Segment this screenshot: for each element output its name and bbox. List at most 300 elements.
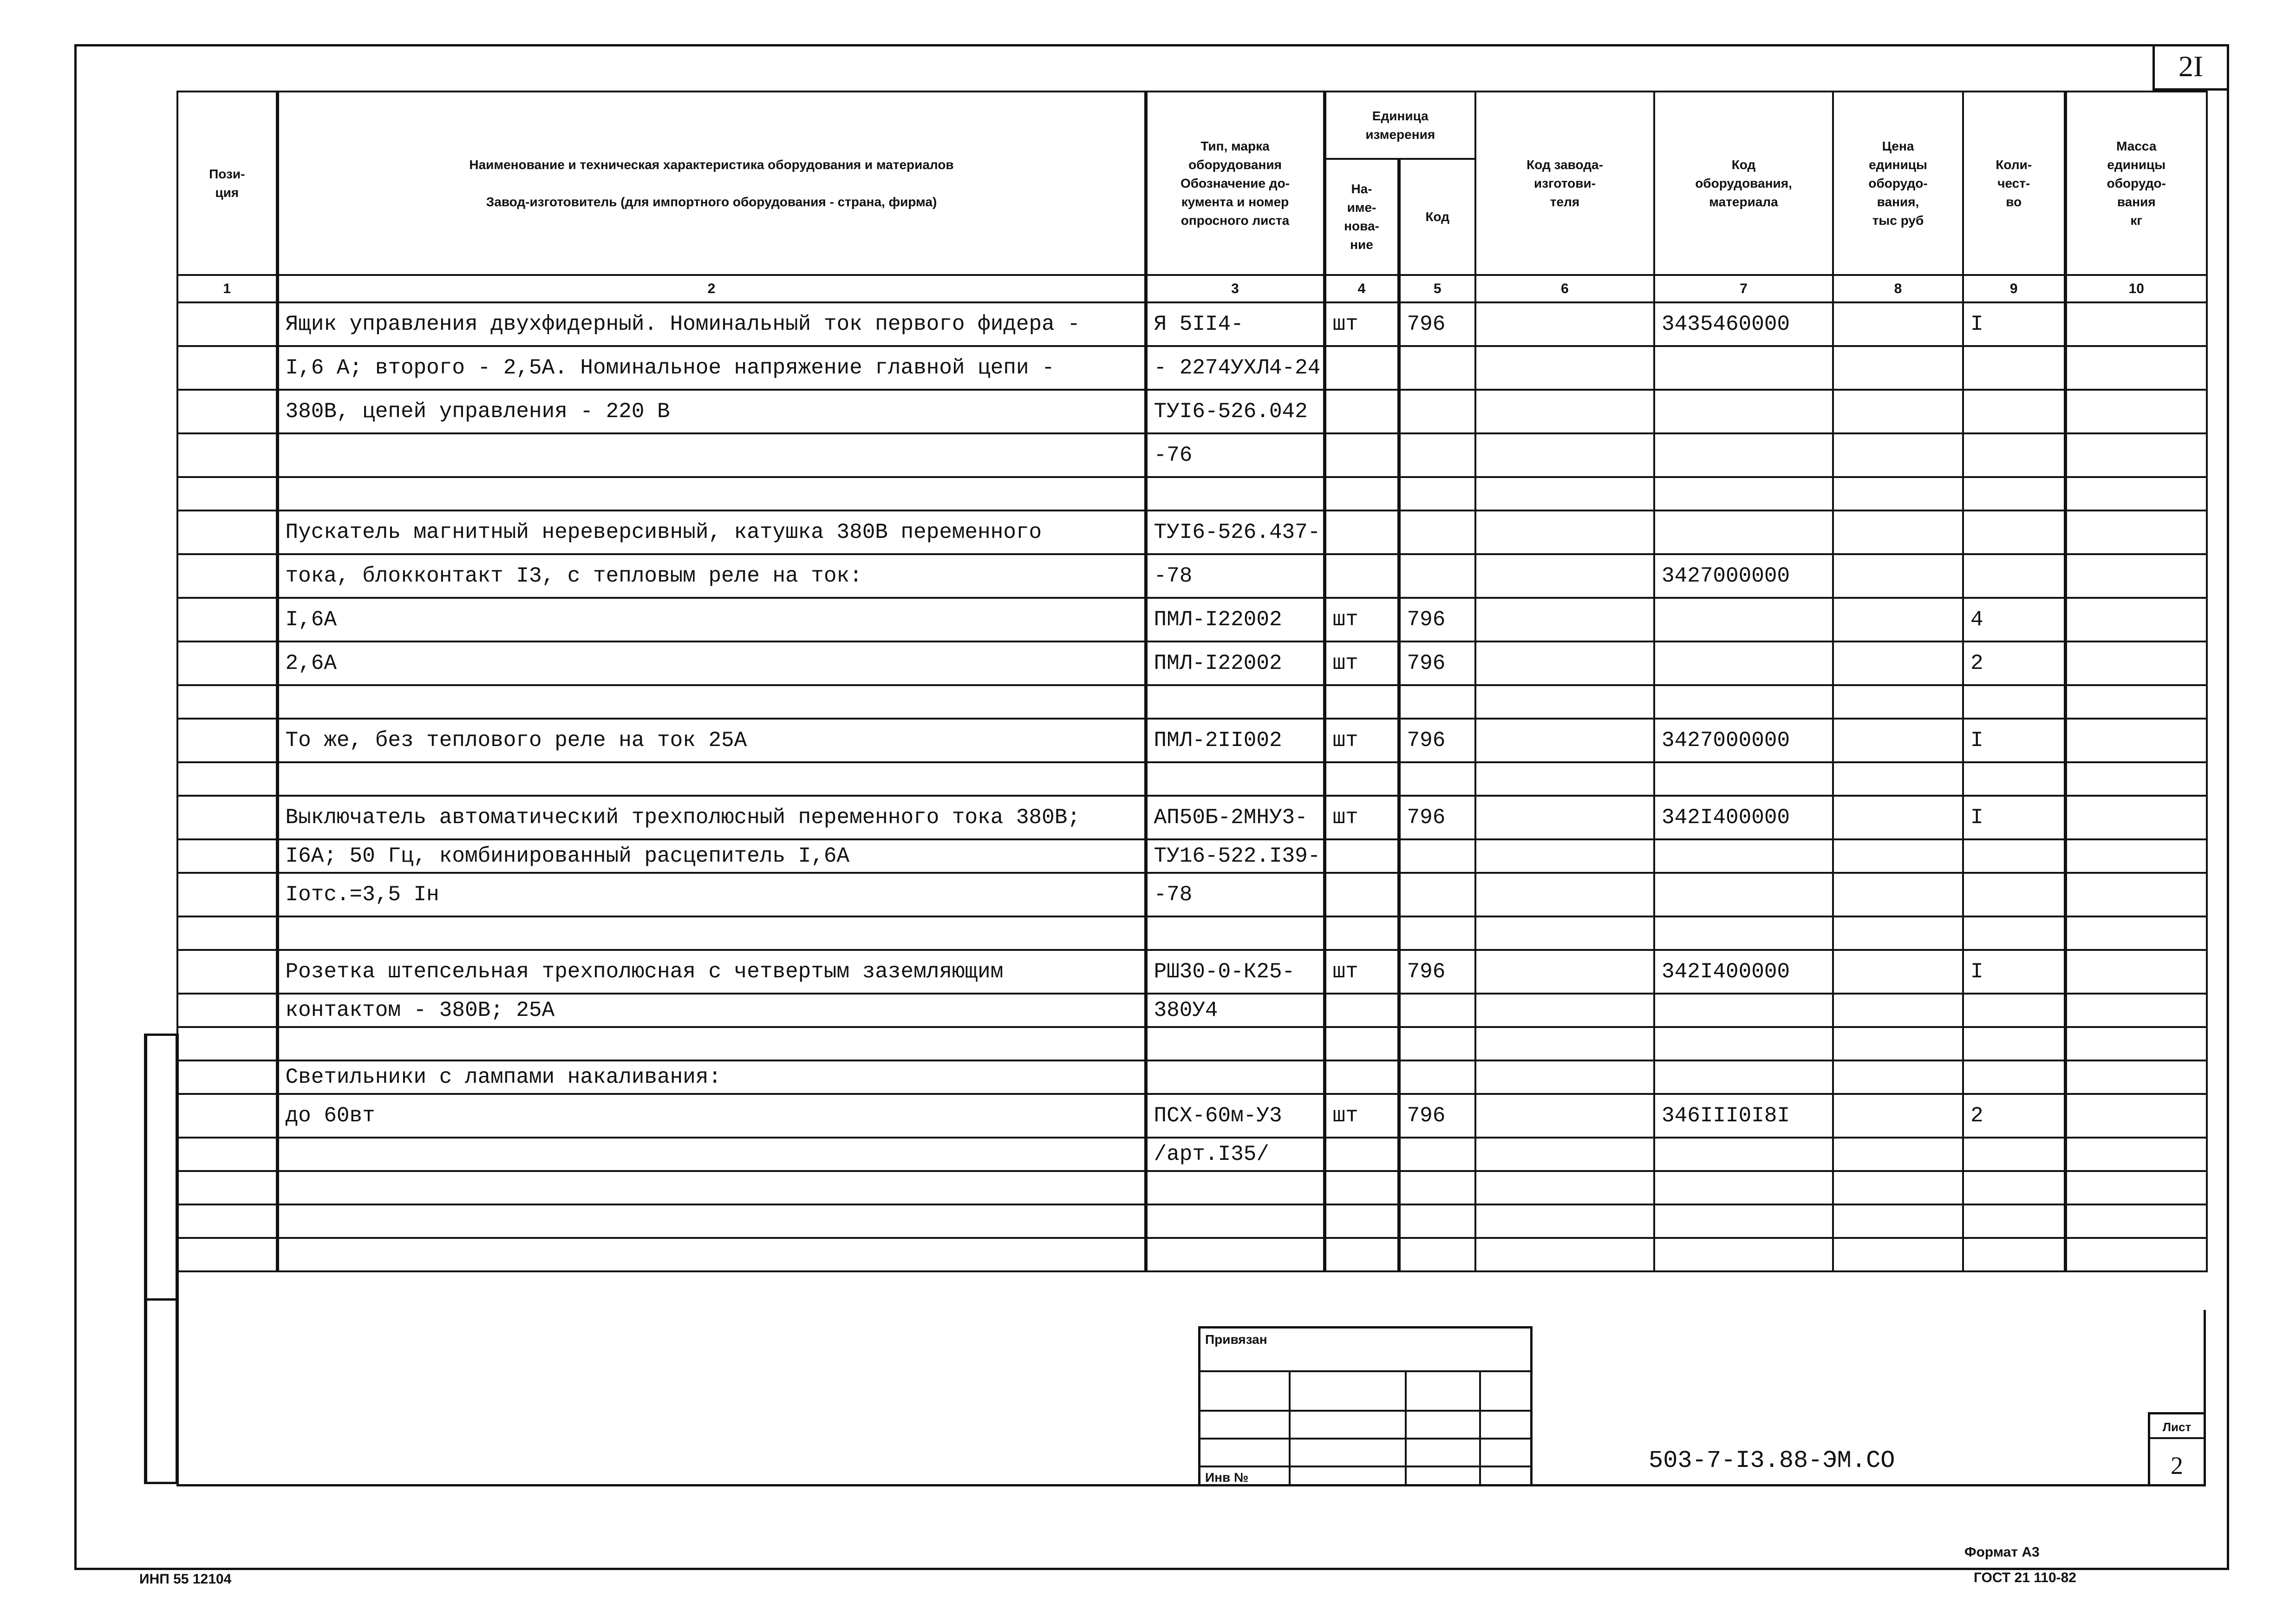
cell-code: 796 — [1399, 598, 1475, 641]
cell-price — [1833, 994, 1963, 1027]
cell-pos — [177, 1171, 277, 1204]
cell-name: контактом - 380В; 25А — [277, 994, 1146, 1027]
cell-unit — [1324, 1204, 1399, 1238]
inventory-label: ИНП 55 12104 — [139, 1571, 232, 1587]
cell-price — [1833, 433, 1963, 477]
title-block-area — [176, 1310, 2206, 1486]
cell-name — [277, 1204, 1146, 1238]
cell-code: 796 — [1399, 641, 1475, 685]
cell-qty — [1963, 477, 2065, 510]
cell-qty — [1963, 433, 2065, 477]
cell-name — [277, 685, 1146, 719]
cell-pos — [177, 346, 277, 390]
cell-name — [277, 1171, 1146, 1204]
cell-unit — [1324, 685, 1399, 719]
cell-name: 380В, цепей управления - 220 В — [277, 390, 1146, 433]
cell-qty: I — [1963, 950, 2065, 994]
cell-pos — [177, 839, 277, 873]
table-row — [177, 433, 2207, 477]
cell-mass — [2065, 1027, 2207, 1060]
cell-price — [1833, 1138, 1963, 1171]
cell-name — [277, 477, 1146, 510]
cell-type — [1146, 762, 1324, 796]
header-unit-code: Код — [1399, 159, 1475, 275]
cell-mass — [2065, 685, 2207, 719]
cell-unit — [1324, 554, 1399, 598]
cell-type: ТУ16-522.I39- — [1146, 839, 1324, 873]
cell-name: То же, без теплового реле на ток 25А — [277, 719, 1146, 762]
cell-qty: 2 — [1963, 641, 2065, 685]
cell-pos — [177, 916, 277, 950]
cell-pos — [177, 1094, 277, 1138]
cell-eqcode — [1654, 1204, 1833, 1238]
cell-type: ПМЛ-2II002 — [1146, 719, 1324, 762]
cell-price — [1833, 477, 1963, 510]
cell-eqcode — [1654, 1238, 1833, 1271]
cell-code — [1399, 510, 1475, 554]
cell-mass — [2065, 510, 2207, 554]
cell-mfr — [1475, 1138, 1654, 1171]
cell-qty — [1963, 685, 2065, 719]
cell-type: -76 — [1146, 433, 1324, 477]
cell-eqcode — [1654, 510, 1833, 554]
cell-name — [277, 916, 1146, 950]
cell-code: 796 — [1399, 302, 1475, 346]
cell-pos — [177, 1027, 277, 1060]
cell-code — [1399, 762, 1475, 796]
table-row — [177, 1171, 2207, 1204]
cell-pos — [177, 685, 277, 719]
cell-name: Пускатель магнитный нереверсивный, катушка 380В переменного — [277, 510, 1146, 554]
cell-mass — [2065, 477, 2207, 510]
cell-code — [1399, 1138, 1475, 1171]
table-row — [177, 302, 2207, 346]
cell-eqcode — [1654, 1027, 1833, 1060]
table-row — [177, 1027, 2207, 1060]
cell-type — [1146, 1027, 1324, 1060]
cell-eqcode — [1654, 762, 1833, 796]
cell-unit — [1324, 1171, 1399, 1204]
cell-mfr — [1475, 346, 1654, 390]
header-equipment-code: Код оборудования, материала — [1654, 92, 1833, 275]
cell-mfr — [1475, 641, 1654, 685]
cell-eqcode — [1654, 1171, 1833, 1204]
cell-unit — [1324, 510, 1399, 554]
cell-price — [1833, 598, 1963, 641]
cell-pos — [177, 554, 277, 598]
table-row — [177, 346, 2207, 390]
col-number: 6 — [1475, 275, 1654, 302]
cell-code — [1399, 839, 1475, 873]
cell-price — [1833, 873, 1963, 916]
header-type: Тип, марка оборудования Обозначение до- кумента и номер опросного листа — [1146, 92, 1324, 275]
cell-mass — [2065, 1060, 2207, 1094]
header-mass: Масса единицы оборудо- вания кг — [2065, 92, 2207, 275]
cell-mass — [2065, 839, 2207, 873]
specification-table — [176, 91, 2206, 1272]
cell-code — [1399, 477, 1475, 510]
cell-eqcode — [1654, 1138, 1833, 1171]
header-quantity: Коли- чест- во — [1963, 92, 2065, 275]
cell-type: Я 5II4- — [1146, 302, 1324, 346]
bound-label: Привязан — [1205, 1332, 1267, 1347]
sheet-box — [2148, 1412, 2206, 1486]
col-number: 7 — [1654, 275, 1833, 302]
cell-mfr — [1475, 598, 1654, 641]
cell-qty — [1963, 1238, 2065, 1271]
cell-type: ПСХ-60м-У3 — [1146, 1094, 1324, 1138]
cell-mfr — [1475, 390, 1654, 433]
cell-qty — [1963, 1027, 2065, 1060]
cell-eqcode — [1654, 346, 1833, 390]
cell-mass — [2065, 873, 2207, 916]
cell-pos — [177, 762, 277, 796]
cell-mass — [2065, 1238, 2207, 1271]
cell-pos — [177, 950, 277, 994]
cell-type: -78 — [1146, 873, 1324, 916]
cell-price — [1833, 554, 1963, 598]
cell-mfr — [1475, 1171, 1654, 1204]
cell-price — [1833, 1238, 1963, 1271]
table-row — [177, 554, 2207, 598]
format-label: Формат А3 — [1964, 1545, 2040, 1560]
cell-qty — [1963, 762, 2065, 796]
cell-unit — [1324, 1138, 1399, 1171]
cell-code: 796 — [1399, 796, 1475, 839]
cell-mass — [2065, 598, 2207, 641]
col-number: 2 — [277, 275, 1146, 302]
cell-mass — [2065, 641, 2207, 685]
cell-pos — [177, 510, 277, 554]
cell-price — [1833, 950, 1963, 994]
header-price: Цена единицы оборудо- вания, тыс руб — [1833, 92, 1963, 275]
cell-price — [1833, 302, 1963, 346]
col-number: 9 — [1963, 275, 2065, 302]
cell-name: до 60вт — [277, 1094, 1146, 1138]
cell-pos — [177, 390, 277, 433]
cell-code — [1399, 1204, 1475, 1238]
cell-type — [1146, 1238, 1324, 1271]
cell-code: 796 — [1399, 950, 1475, 994]
cell-code: 796 — [1399, 719, 1475, 762]
cell-pos — [177, 641, 277, 685]
cell-mass — [2065, 796, 2207, 839]
cell-unit — [1324, 390, 1399, 433]
cell-mfr — [1475, 762, 1654, 796]
col-number: 3 — [1146, 275, 1324, 302]
cell-name — [277, 1238, 1146, 1271]
cell-mass — [2065, 554, 2207, 598]
cell-type: ТУI6-526.437- — [1146, 510, 1324, 554]
cell-pos — [177, 1238, 277, 1271]
cell-type — [1146, 916, 1324, 950]
cell-name — [277, 762, 1146, 796]
cell-mfr — [1475, 1238, 1654, 1271]
cell-mfr — [1475, 510, 1654, 554]
cell-name — [277, 1027, 1146, 1060]
cell-mass — [2065, 346, 2207, 390]
sheet-label: Лист — [2150, 1417, 2204, 1439]
cell-mass — [2065, 433, 2207, 477]
cell-qty — [1963, 994, 2065, 1027]
cell-unit — [1324, 916, 1399, 950]
cell-type: ПМЛ-I22002 — [1146, 598, 1324, 641]
cell-type — [1146, 1171, 1324, 1204]
table-row — [177, 873, 2207, 916]
cell-mass — [2065, 1204, 2207, 1238]
cell-unit: шт — [1324, 1094, 1399, 1138]
cell-type: ПМЛ-I22002 — [1146, 641, 1324, 685]
cell-unit: шт — [1324, 641, 1399, 685]
table-row — [177, 1238, 2207, 1271]
cell-type — [1146, 477, 1324, 510]
cell-code — [1399, 1060, 1475, 1094]
left-margin-rail — [144, 1034, 179, 1484]
cell-unit: шт — [1324, 302, 1399, 346]
cell-unit — [1324, 839, 1399, 873]
col-number: 5 — [1399, 275, 1475, 302]
cell-price — [1833, 916, 1963, 950]
table-row — [177, 477, 2207, 510]
cell-qty — [1963, 916, 2065, 950]
table-row — [177, 796, 2207, 839]
col-number: 1 — [177, 275, 277, 302]
cell-name — [277, 1138, 1146, 1171]
header-position: Пози- ция — [177, 92, 277, 275]
cell-name: Ящик управления двухфидерный. Номинальный ток первого фидера - — [277, 302, 1146, 346]
cell-price — [1833, 719, 1963, 762]
cell-unit — [1324, 346, 1399, 390]
cell-unit: шт — [1324, 796, 1399, 839]
cell-qty — [1963, 1204, 2065, 1238]
cell-unit — [1324, 762, 1399, 796]
table-row — [177, 510, 2207, 554]
table-row — [177, 719, 2207, 762]
binding-stamp — [1198, 1326, 1533, 1486]
cell-type: -78 — [1146, 554, 1324, 598]
cell-eqcode — [1654, 994, 1833, 1027]
col-number: 10 — [2065, 275, 2207, 302]
cell-mass — [2065, 719, 2207, 762]
cell-code — [1399, 873, 1475, 916]
cell-qty — [1963, 873, 2065, 916]
table-row — [177, 950, 2207, 994]
table-row — [177, 390, 2207, 433]
cell-pos — [177, 994, 277, 1027]
cell-price — [1833, 796, 1963, 839]
cell-eqcode: 342I400000 — [1654, 950, 1833, 994]
cell-eqcode: 3427000000 — [1654, 554, 1833, 598]
cell-mass — [2065, 390, 2207, 433]
cell-pos — [177, 1204, 277, 1238]
cell-unit — [1324, 433, 1399, 477]
cell-code — [1399, 685, 1475, 719]
cell-qty — [1963, 510, 2065, 554]
cell-code — [1399, 390, 1475, 433]
cell-mass — [2065, 1094, 2207, 1138]
table-row — [177, 994, 2207, 1027]
cell-pos — [177, 873, 277, 916]
cell-name: Выключатель автоматический трехполюсный переменного тока 380В; — [277, 796, 1146, 839]
cell-name: Розетка штепсельная трехполюсная с четвертым заземляющим — [277, 950, 1146, 994]
cell-unit: шт — [1324, 950, 1399, 994]
cell-code — [1399, 1171, 1475, 1204]
cell-price — [1833, 641, 1963, 685]
cell-mfr — [1475, 1027, 1654, 1060]
table-body — [177, 302, 2207, 1271]
cell-qty — [1963, 1171, 2065, 1204]
cell-eqcode — [1654, 916, 1833, 950]
cell-pos — [177, 477, 277, 510]
cell-price — [1833, 1060, 1963, 1094]
header-name: Наименование и техническая характеристика оборудования и материалов Завод-изготовитель (для импортного оборудования - страна, фирма) — [277, 92, 1146, 275]
column-numbers-row — [177, 275, 2207, 302]
cell-mfr — [1475, 433, 1654, 477]
inventory-number-label: Инв № — [1205, 1470, 1249, 1485]
cell-eqcode — [1654, 598, 1833, 641]
cell-eqcode — [1654, 433, 1833, 477]
table-row — [177, 1138, 2207, 1171]
cell-price — [1833, 839, 1963, 873]
cell-name: I,6 А; второго - 2,5А. Номинальное напряжение главной цепи - — [277, 346, 1146, 390]
cell-qty: 4 — [1963, 598, 2065, 641]
cell-price — [1833, 762, 1963, 796]
cell-mfr — [1475, 1094, 1654, 1138]
cell-price — [1833, 1171, 1963, 1204]
sheet-value: 2 — [2171, 1452, 2183, 1479]
cell-code — [1399, 916, 1475, 950]
cell-type — [1146, 685, 1324, 719]
cell-eqcode: 346III0I8I — [1654, 1094, 1833, 1138]
gost-label: ГОСТ 21 110-82 — [1974, 1570, 2076, 1585]
cell-mass — [2065, 1138, 2207, 1171]
table-row — [177, 598, 2207, 641]
cell-eqcode: 3427000000 — [1654, 719, 1833, 762]
table-row — [177, 916, 2207, 950]
cell-name: I6А; 50 Гц, комбинированный расцепитель I,6А — [277, 839, 1146, 873]
cell-mfr — [1475, 1060, 1654, 1094]
cell-mfr — [1475, 719, 1654, 762]
cell-price — [1833, 685, 1963, 719]
cell-eqcode — [1654, 873, 1833, 916]
cell-pos — [177, 719, 277, 762]
cell-mass — [2065, 994, 2207, 1027]
table-row — [177, 762, 2207, 796]
cell-unit — [1324, 1238, 1399, 1271]
cell-qty — [1963, 390, 2065, 433]
cell-eqcode: 342I400000 — [1654, 796, 1833, 839]
cell-code — [1399, 1027, 1475, 1060]
cell-pos — [177, 302, 277, 346]
table-row — [177, 1094, 2207, 1138]
cell-qty: 2 — [1963, 1094, 2065, 1138]
cell-code: 796 — [1399, 1094, 1475, 1138]
col-number: 8 — [1833, 275, 1963, 302]
cell-pos — [177, 433, 277, 477]
table-row — [177, 1204, 2207, 1238]
cell-mfr — [1475, 477, 1654, 510]
cell-name: I,6А — [277, 598, 1146, 641]
cell-qty: I — [1963, 302, 2065, 346]
cell-pos — [177, 1060, 277, 1094]
cell-mfr — [1475, 796, 1654, 839]
cell-pos — [177, 796, 277, 839]
cell-type: ТУI6-526.042 — [1146, 390, 1324, 433]
cell-eqcode — [1654, 641, 1833, 685]
cell-price — [1833, 1204, 1963, 1238]
cell-mfr — [1475, 916, 1654, 950]
cell-qty — [1963, 1060, 2065, 1094]
cell-unit — [1324, 1060, 1399, 1094]
cell-mfr — [1475, 685, 1654, 719]
cell-eqcode — [1654, 685, 1833, 719]
cell-mass — [2065, 950, 2207, 994]
cell-name: Светильники с лампами накаливания: — [277, 1060, 1146, 1094]
cell-price — [1833, 510, 1963, 554]
cell-mfr — [1475, 994, 1654, 1027]
cell-unit: шт — [1324, 719, 1399, 762]
cell-qty: I — [1963, 719, 2065, 762]
table-row — [177, 1060, 2207, 1094]
header-unit-name: На- име- нова- ние — [1324, 159, 1399, 275]
table-row — [177, 641, 2207, 685]
cell-type: 380У4 — [1146, 994, 1324, 1027]
cell-price — [1833, 346, 1963, 390]
table-row — [177, 685, 2207, 719]
cell-code — [1399, 1238, 1475, 1271]
cell-name — [277, 433, 1146, 477]
cell-unit — [1324, 477, 1399, 510]
cell-mfr — [1475, 554, 1654, 598]
cell-type: РШ30-0-К25- — [1146, 950, 1324, 994]
cell-pos — [177, 1138, 277, 1171]
cell-mass — [2065, 302, 2207, 346]
cell-price — [1833, 390, 1963, 433]
cell-unit: шт — [1324, 598, 1399, 641]
cell-name: 2,6А — [277, 641, 1146, 685]
header-unit: Единица измерения — [1324, 92, 1475, 159]
cell-code — [1399, 433, 1475, 477]
cell-qty — [1963, 839, 2065, 873]
cell-type: АП50Б-2МНУ3- — [1146, 796, 1324, 839]
cell-unit — [1324, 1027, 1399, 1060]
sheet-number: 2I — [2152, 44, 2227, 91]
cell-mass — [2065, 1171, 2207, 1204]
cell-name: Iотс.=3,5 Iн — [277, 873, 1146, 916]
cell-price — [1833, 1027, 1963, 1060]
cell-qty — [1963, 554, 2065, 598]
cell-eqcode — [1654, 390, 1833, 433]
cell-unit — [1324, 873, 1399, 916]
cell-eqcode — [1654, 1060, 1833, 1094]
cell-mass — [2065, 762, 2207, 796]
cell-type — [1146, 1060, 1324, 1094]
cell-mfr — [1475, 302, 1654, 346]
cell-eqcode: 3435460000 — [1654, 302, 1833, 346]
cell-mass — [2065, 916, 2207, 950]
cell-mfr — [1475, 873, 1654, 916]
cell-qty: I — [1963, 796, 2065, 839]
cell-qty — [1963, 346, 2065, 390]
cell-name: тока, блокконтакт I3, с тепловым реле на ток: — [277, 554, 1146, 598]
table-row — [177, 839, 2207, 873]
cell-pos — [177, 598, 277, 641]
document-number: 503-7-I3.88-ЭМ.СО — [1649, 1447, 1895, 1474]
cell-type — [1146, 1204, 1324, 1238]
cell-unit — [1324, 994, 1399, 1027]
cell-code — [1399, 346, 1475, 390]
cell-type: /арт.I35/ — [1146, 1138, 1324, 1171]
